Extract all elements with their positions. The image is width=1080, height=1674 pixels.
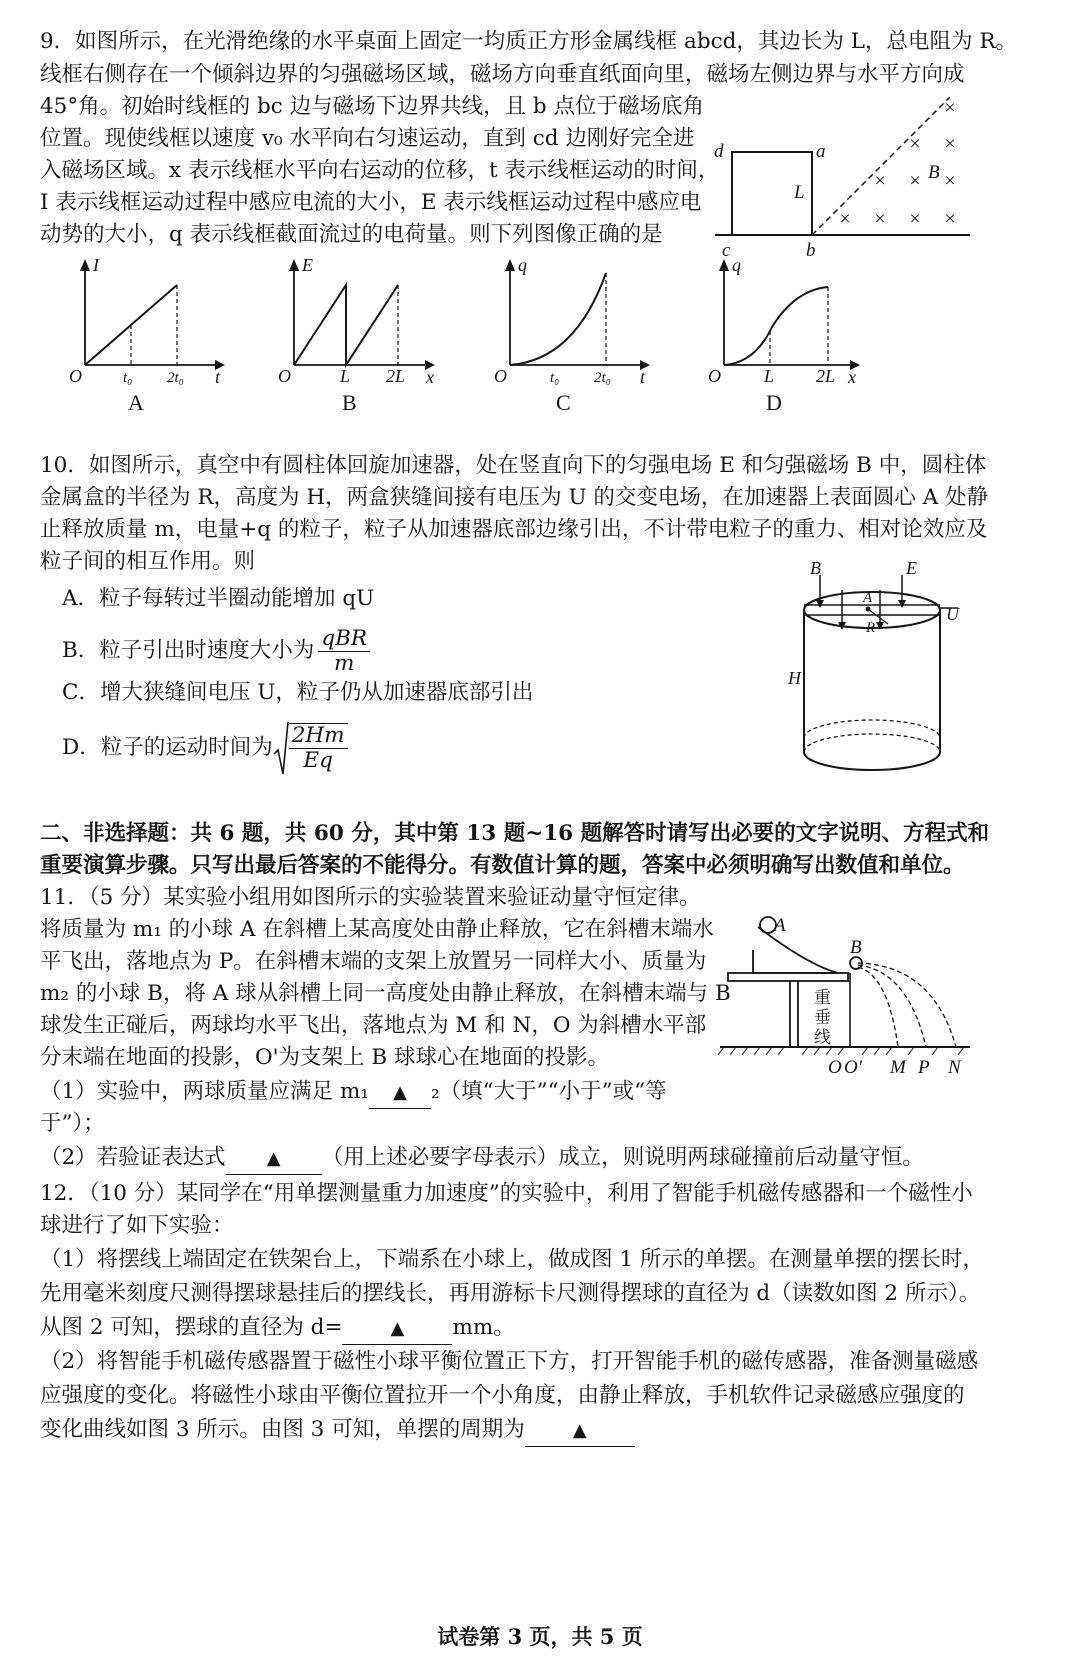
q10-label-A: A [863, 590, 873, 606]
q11-label-O-prime: O' [844, 1057, 862, 1078]
q12-diameter-answer-blank[interactable] [342, 1313, 452, 1345]
graph-b-xlabel: x [426, 367, 434, 387]
graph-a-xlabel: t [215, 367, 221, 387]
blank-marker-icon: ▲ [390, 1318, 405, 1339]
q10-option-b-fraction [318, 627, 370, 676]
q11-line-6: 分末端在地面的投影，O'为支架上 B 球球心在地面的投影。 [40, 1045, 610, 1070]
q9-line-1: 9．如图所示，在光滑绝缘的水平桌面上固定一均质正方形金属线框 abcd，其边长为 L，总电阻为 R。 [40, 29, 1018, 54]
label-B: B [928, 162, 940, 183]
graph-c-origin: O [494, 366, 507, 386]
q10-label-E: E [906, 558, 917, 578]
graph-d-origin: O [708, 366, 721, 386]
q12-line-4: 先用毫米刻度尺测得摆球悬挂后的摆线长，再用游标卡尺测得摆球的直径为 d（读数如图 2 所示）。 [40, 1281, 981, 1306]
q10-option-d [62, 720, 348, 776]
graph-b [270, 255, 445, 385]
svg-text:×: × [839, 208, 851, 230]
q12-line-2: 球进行了如下实验： [40, 1213, 234, 1238]
q10-label-H: H [788, 668, 801, 688]
graph-b-ylabel: E [302, 255, 313, 275]
q9-line-4: 位置。现使线框以速度 v₀ 水平向右匀速运动，直到 cd 边刚好完全进 [40, 126, 695, 151]
q10-line-3: 止释放质量 m，电量+q 的粒子，粒子从加速器底部边缘引出，不计带电粒子的重力、相对论效应及 [40, 517, 988, 542]
q10-option-d-fraction [289, 723, 348, 773]
q11-part1-cont: 于”）； [40, 1111, 105, 1136]
q11-label-plumb-3: 线 [814, 1028, 831, 1047]
q11-line-3: 平飞出，落地点为 P。在斜槽末端的支架上放置另一同样大小、质量为 [40, 949, 707, 974]
q10-option-d-sqrt [273, 720, 348, 776]
label-a: a [816, 141, 826, 162]
blank-marker-icon: ▲ [393, 1082, 407, 1103]
q12-line-8 [40, 1415, 635, 1447]
graph-d [700, 255, 875, 385]
q11-label-A: A [774, 915, 786, 936]
q11-part1 [40, 1077, 667, 1109]
q9-line-2: 线框右侧存在一个倾斜边界的匀强磁场区域，磁场方向垂直纸面向里，磁场左侧边界与水平方向成 [40, 62, 965, 87]
q11-line-4: m₂ 的小球 B，将 A 球从斜槽上同一高度处由静止释放，在斜槽末端与 B [40, 981, 731, 1006]
section2-line-2: 重要演算步骤。只写出最后答案的不能得分。有数值计算的题，答案中必须明确写出数值和单位。 [40, 853, 965, 878]
blank-marker-icon: ▲ [572, 1420, 587, 1441]
q9-line-3: 45°角。初始时线框的 bc 边与磁场下边界共线，且 b 点位于磁场底角 [40, 94, 705, 119]
graph-a [55, 255, 230, 385]
graph-a-tick-1: t₀ [123, 370, 133, 386]
label-c: c [722, 240, 731, 261]
svg-text:×: × [909, 170, 921, 192]
q12-line-3: （1）将摆线上端固定在铁架台上，下端系在小球上，做成图 1 所示的单摆。在测量单摆的摆长时， [40, 1247, 985, 1272]
page-footer: 试卷第 3 页，共 5 页 [437, 1624, 643, 1649]
q11-part2-answer-blank[interactable] [226, 1143, 322, 1175]
q10-option-b [62, 624, 370, 678]
label-b: b [806, 240, 816, 261]
q10-option-d-denominator: Eq [303, 748, 333, 773]
q12-line-8-prefix: 变化曲线如图 3 所示。由图 3 可知，单摆的周期为 [40, 1417, 525, 1442]
graph-d-tick-2: 2L [816, 366, 836, 386]
svg-text:×: × [874, 170, 886, 192]
q10-option-d-text: D．粒子的运动时间为 [62, 735, 273, 760]
svg-text:×: × [874, 208, 886, 230]
q11-line-5: 球发生正碰后，两球均水平飞出，落地点为 M 和 N，O 为斜槽水平部 [40, 1013, 707, 1038]
graph-b-origin: O [278, 366, 291, 386]
q11-label-N: N [948, 1057, 961, 1078]
q12-line-7: 应强度的变化。将磁性小球由平衡位置拉开一个小角度，由静止释放，手机软件记录磁感应强度的 [40, 1383, 965, 1408]
q11-line-1: 11．（5 分）某实验小组用如图所示的实验装置来验证动量守恒定律。 [40, 885, 701, 910]
q10-option-b-denominator: m [334, 650, 355, 676]
section2-line-1: 二、非选择题：共 6 题，共 60 分，其中第 13 题~16 题解答时请写出必要的文字说明、方程式和 [40, 821, 990, 846]
svg-text:×: × [909, 133, 921, 155]
graph-d-caption: D [766, 390, 782, 415]
q10-line-1: 10．如图所示，真空中有圆柱体回旋加速器，处在竖直向下的匀强电场 E 和匀强磁场 B 中，圆柱体 [40, 453, 987, 478]
graph-d-tick-1: L [764, 366, 775, 386]
graph-b-tick-1: L [340, 366, 351, 386]
q12-line-5-suffix: mm。 [452, 1315, 515, 1340]
graph-a-caption: A [128, 390, 144, 415]
q11-part1-prefix: （1）实验中，两球质量应满足 m₁ [40, 1079, 370, 1104]
q10-option-d-numerator: 2Hm [289, 724, 348, 749]
q12-line-5-prefix: 从图 2 可知，摆球的直径为 d= [40, 1315, 343, 1340]
q11-part2-suffix: （用上述必要字母表示）成立，则说明两球碰撞前后动量守恒。 [321, 1145, 924, 1170]
q10-label-R: R [866, 620, 876, 636]
graph-d-ylabel: q [732, 255, 741, 275]
q11-part1-answer-blank[interactable] [369, 1077, 431, 1109]
svg-text:×: × [909, 208, 921, 230]
q10-cylinder-figure [780, 560, 970, 785]
graph-b-caption: B [342, 390, 357, 415]
graph-d-xlabel: x [848, 367, 856, 387]
q9-line-7: 动势的大小，q 表示线框截面流过的电荷量。则下列图像正确的是 [40, 222, 663, 247]
graph-c-caption: C [556, 390, 571, 415]
graph-c [480, 255, 655, 385]
q12-line-5 [40, 1313, 515, 1345]
label-L: L [794, 182, 805, 203]
q11-apparatus-figure [718, 905, 973, 1080]
q11-label-O: O [828, 1057, 842, 1078]
q9-line-6: I 表示线框运动过程中感应电流的大小，E 表示线框运动过程中感应电 [40, 190, 702, 215]
q11-part1-suffix: ₂（填“大于”“小于”或“等 [431, 1079, 667, 1104]
q10-label-U: U [946, 604, 959, 624]
q10-option-a: A．粒子每转过半圈动能增加 qU [62, 586, 375, 611]
q10-line-4: 粒子间的相互作用。则 [40, 549, 256, 574]
q12-line-6: （2）将智能手机磁传感器置于磁性小球平衡位置正下方，打开智能手机的磁传感器，准备测量磁感 [40, 1349, 979, 1374]
q10-option-b-numerator: qBR [318, 627, 370, 652]
graph-a-ylabel: I [93, 255, 99, 275]
graph-c-xlabel: t [640, 367, 646, 387]
graph-c-ylabel: q [518, 255, 527, 275]
q12-line-1: 12．（10 分）某同学在“用单摆测量重力加速度”的实验中，利用了智能手机磁传感器和一个磁性小 [40, 1181, 973, 1206]
q10-line-2: 金属盒的半径为 R，高度为 H，两盒狭缝间接有电压为 U 的交变电场，在加速器上表面圆心 A 处静 [40, 485, 989, 510]
q11-label-plumb-1: 重 [814, 988, 831, 1007]
svg-text:×: × [944, 133, 956, 155]
blank-marker-icon: ▲ [266, 1148, 281, 1169]
q11-label-P: P [918, 1057, 930, 1078]
label-d: d [714, 141, 724, 162]
q9-frame-figure [710, 90, 980, 260]
svg-text:×: × [944, 208, 956, 230]
q11-part2 [40, 1143, 924, 1175]
q11-line-2: 将质量为 m₁ 的小球 A 在斜槽上某高度处由静止释放，它在斜槽末端水 [40, 917, 714, 942]
q9-line-5: 入磁场区域。x 表示线框水平向右运动的位移，t 表示线框运动的时间， [40, 158, 720, 183]
q10-label-B: B [810, 558, 821, 578]
q10-option-c: C．增大狭缝间电压 U，粒子仍从加速器底部引出 [62, 680, 534, 705]
graph-c-tick-2: 2t₀ [594, 370, 611, 386]
graph-c-tick-1: t₀ [550, 370, 560, 386]
q12-period-answer-blank[interactable] [525, 1415, 635, 1447]
q11-label-plumb-2: 垂 [814, 1008, 831, 1027]
graph-a-tick-2: 2t₀ [167, 370, 184, 386]
q10-option-b-text: B．粒子引出时速度大小为 [62, 638, 315, 663]
q11-label-B: B [850, 937, 862, 958]
q11-part2-prefix: （2）若验证表达式 [40, 1145, 226, 1170]
svg-text:×: × [944, 170, 956, 192]
q11-label-M: M [890, 1057, 906, 1078]
graph-a-origin: O [69, 366, 82, 386]
svg-text:×: × [944, 97, 956, 119]
graph-b-tick-2: 2L [386, 366, 406, 386]
